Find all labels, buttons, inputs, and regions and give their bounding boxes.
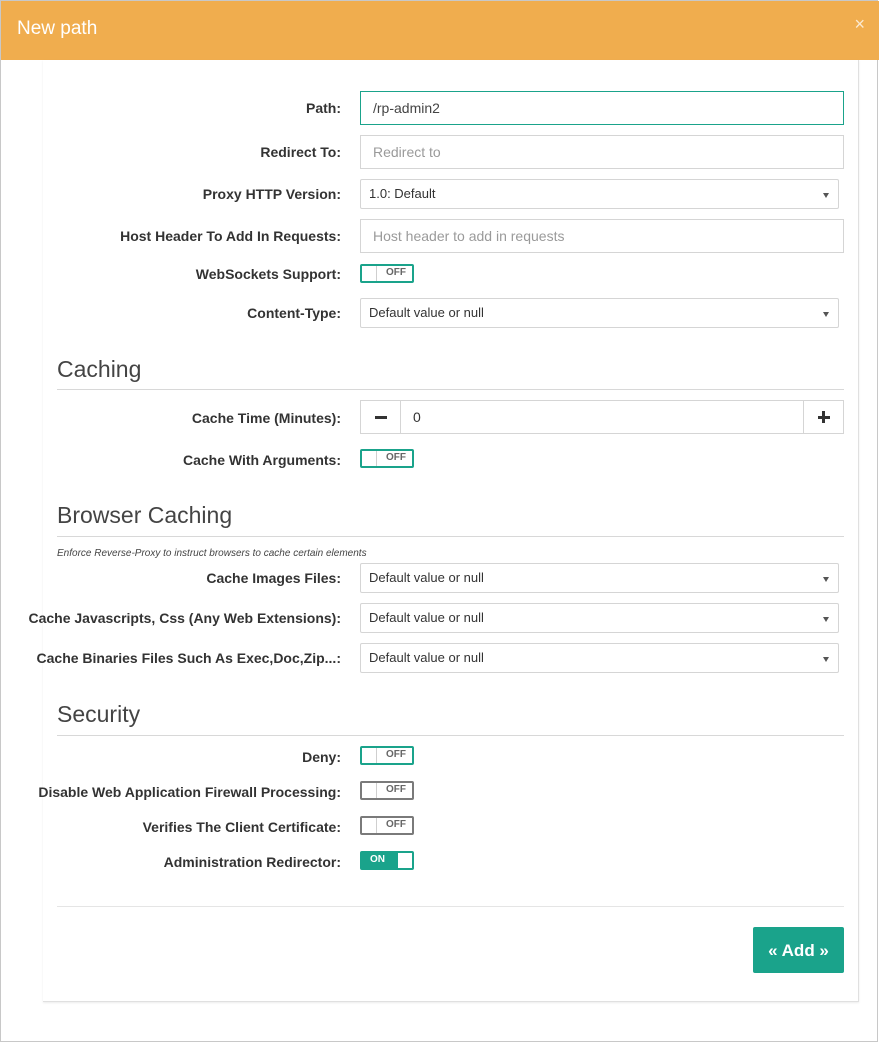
deny-row xyxy=(1,746,880,765)
close-icon[interactable]: × xyxy=(854,14,865,34)
deny-toggle[interactable] xyxy=(360,746,414,765)
cache-binaries-value: Default value or null xyxy=(369,650,484,665)
redirect-label: Redirect To: xyxy=(260,144,341,160)
redirect-input[interactable] xyxy=(360,135,844,169)
cache-images-row xyxy=(1,562,880,596)
cache-args-row xyxy=(1,449,880,468)
decrement-button[interactable] xyxy=(361,401,401,433)
toggle-knob xyxy=(362,451,377,466)
cache-binaries-row xyxy=(1,642,880,676)
content-type-row xyxy=(1,297,880,331)
cache-js-css-label: Cache Javascripts, Css (Any Web Extensions): xyxy=(28,610,341,626)
plus-icon xyxy=(818,411,830,423)
caching-divider xyxy=(57,389,844,390)
websockets-toggle[interactable] xyxy=(360,264,414,283)
path-label: Path: xyxy=(306,100,341,116)
websockets-label: WebSockets Support: xyxy=(195,266,341,282)
minus-icon xyxy=(375,416,387,419)
redirect-row xyxy=(1,135,880,169)
cache-time-value[interactable]: 0 xyxy=(413,409,421,425)
disable-waf-label: Disable Web Application Firewall Processing: xyxy=(38,784,341,800)
caching-title: Caching xyxy=(57,356,142,382)
browser-caching-title: Browser Caching xyxy=(57,502,233,528)
cache-js-css-value: Default value or null xyxy=(369,610,484,625)
admin-redirector-label: Administration Redirector: xyxy=(163,854,341,870)
modal-header xyxy=(1,1,879,60)
path-input[interactable] xyxy=(360,91,844,125)
admin-redirector-row xyxy=(1,851,880,870)
cache-time-row xyxy=(1,400,880,434)
verify-cert-row xyxy=(1,816,880,835)
toggle-state: OFF xyxy=(386,452,406,463)
deny-label: Deny: xyxy=(302,749,341,765)
add-button[interactable]: « Add » xyxy=(753,927,844,973)
verify-cert-label: Verifies The Client Certificate: xyxy=(142,819,341,835)
cache-images-select[interactable] xyxy=(360,563,839,593)
browser-caching-hint: Enforce Reverse-Proxy to instruct browsers to cache certain elements xyxy=(57,548,367,559)
content-type-value: Default value or null xyxy=(369,305,484,320)
cache-images-label: Cache Images Files: xyxy=(206,570,341,586)
content-type-label: Content-Type: xyxy=(247,305,341,321)
verify-cert-toggle[interactable] xyxy=(360,816,414,835)
security-title: Security xyxy=(57,701,141,727)
chevron-down-icon xyxy=(823,193,829,198)
cache-js-css-select[interactable] xyxy=(360,603,839,633)
toggle-knob xyxy=(362,748,377,763)
path-row xyxy=(1,91,880,125)
disable-waf-toggle[interactable] xyxy=(360,781,414,800)
proxy-version-select[interactable] xyxy=(360,179,839,209)
host-header-label: Host Header To Add In Requests: xyxy=(120,228,341,244)
toggle-knob xyxy=(362,818,377,833)
increment-button[interactable] xyxy=(803,401,843,433)
toggle-state: OFF xyxy=(386,819,406,830)
chevron-down-icon xyxy=(823,617,829,622)
toggle-state: OFF xyxy=(386,784,406,795)
host-header-row xyxy=(1,219,880,253)
cache-images-value: Default value or null xyxy=(369,570,484,585)
proxy-version-label: Proxy HTTP Version: xyxy=(202,186,341,202)
cache-time-stepper xyxy=(360,400,844,434)
chevron-down-icon xyxy=(823,312,829,317)
footer-divider xyxy=(57,906,844,907)
toggle-state: ON xyxy=(370,854,385,865)
cache-binaries-label: Cache Binaries Files Such As Exec,Doc,Zip...: xyxy=(36,650,341,666)
proxy-version-value: 1.0: Default xyxy=(369,186,436,201)
modal-title: New path xyxy=(17,18,98,39)
cache-binaries-select[interactable] xyxy=(360,643,839,673)
security-divider xyxy=(57,735,844,736)
host-header-input[interactable] xyxy=(360,219,844,253)
toggle-knob xyxy=(362,266,377,281)
browser-caching-divider xyxy=(57,536,844,537)
content-type-select[interactable] xyxy=(360,298,839,328)
toggle-knob xyxy=(397,853,412,868)
disable-waf-row xyxy=(1,781,880,800)
cache-time-label: Cache Time (Minutes): xyxy=(191,410,341,426)
cache-js-css-row xyxy=(1,602,880,636)
cache-args-label: Cache With Arguments: xyxy=(182,452,341,468)
proxy-version-row xyxy=(1,177,880,211)
chevron-down-icon xyxy=(823,577,829,582)
admin-redirector-toggle[interactable] xyxy=(360,851,414,870)
toggle-knob xyxy=(362,783,377,798)
toggle-state: OFF xyxy=(386,267,406,278)
cache-args-toggle[interactable] xyxy=(360,449,414,468)
websockets-row xyxy=(1,264,880,283)
toggle-state: OFF xyxy=(386,749,406,760)
chevron-down-icon xyxy=(823,657,829,662)
